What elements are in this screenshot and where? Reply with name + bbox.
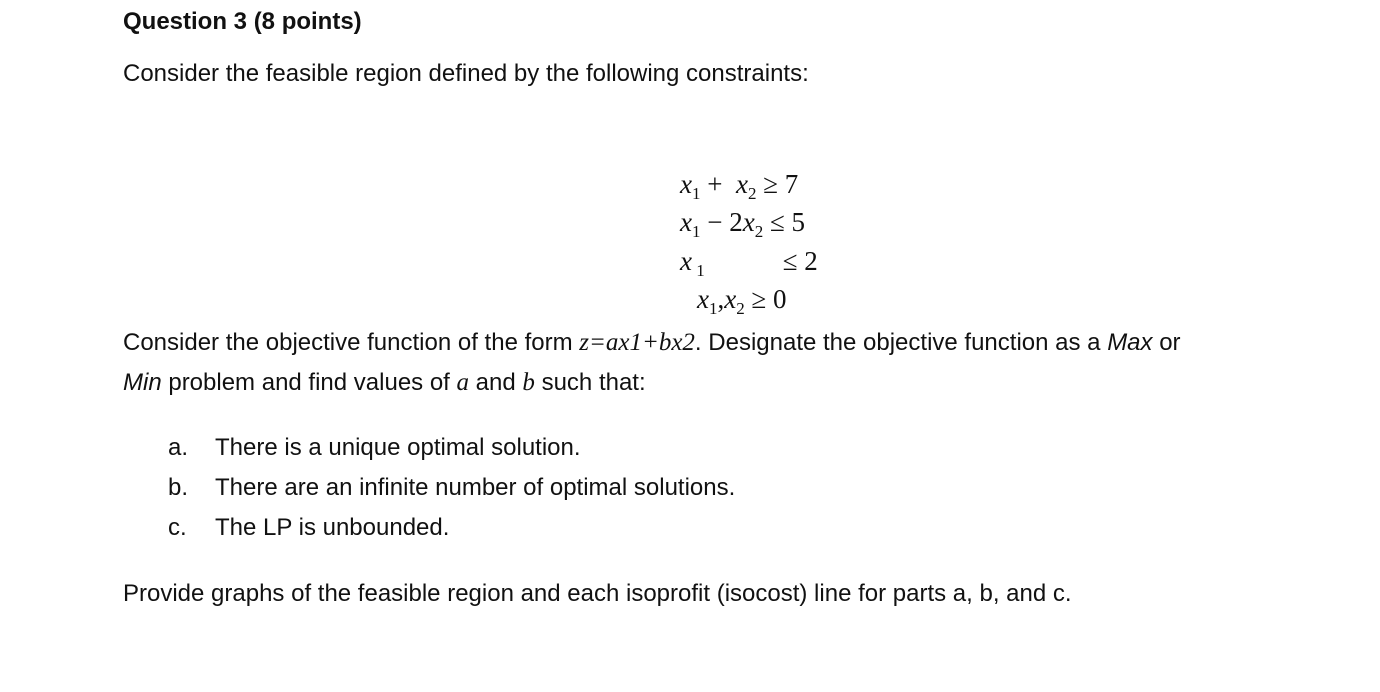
list-marker: a. <box>168 434 189 461</box>
intro-text: Consider the feasible region defined by the following constraints: <box>123 60 809 87</box>
objective-formula: z=ax1+bx2 <box>579 329 695 356</box>
list-marker: b. <box>168 474 189 501</box>
list-marker: c. <box>168 514 187 541</box>
list-text: There is a unique optimal solution. <box>215 434 581 461</box>
question-title: Question 3 (8 points) <box>123 8 362 35</box>
constraint-4: $x_1,x_2 \ge 0$ <box>697 284 787 318</box>
constraint-2: $x_1 - 2x_2 \le 5$ <box>680 207 806 241</box>
list-text: There are an infinite number of optimal solutions. <box>215 474 736 501</box>
constraint-1: $x_1 + x_2 \ge 7$ <box>680 169 799 203</box>
objective-text: Consider the objective function of the form z=ax1+bx2. Designate the objective function as a Max or Min problem and find values of a and b such that: <box>123 329 1181 396</box>
footer-text: Provide graphs of the feasible region and each isoprofit (isocost) line for parts a, b, and c. <box>123 580 1072 607</box>
list-text: The LP is unbounded. <box>215 514 450 541</box>
constraints-block <box>0 0 1380 318</box>
constraint-3: x $_1$ ≤ 2 <box>680 246 818 280</box>
